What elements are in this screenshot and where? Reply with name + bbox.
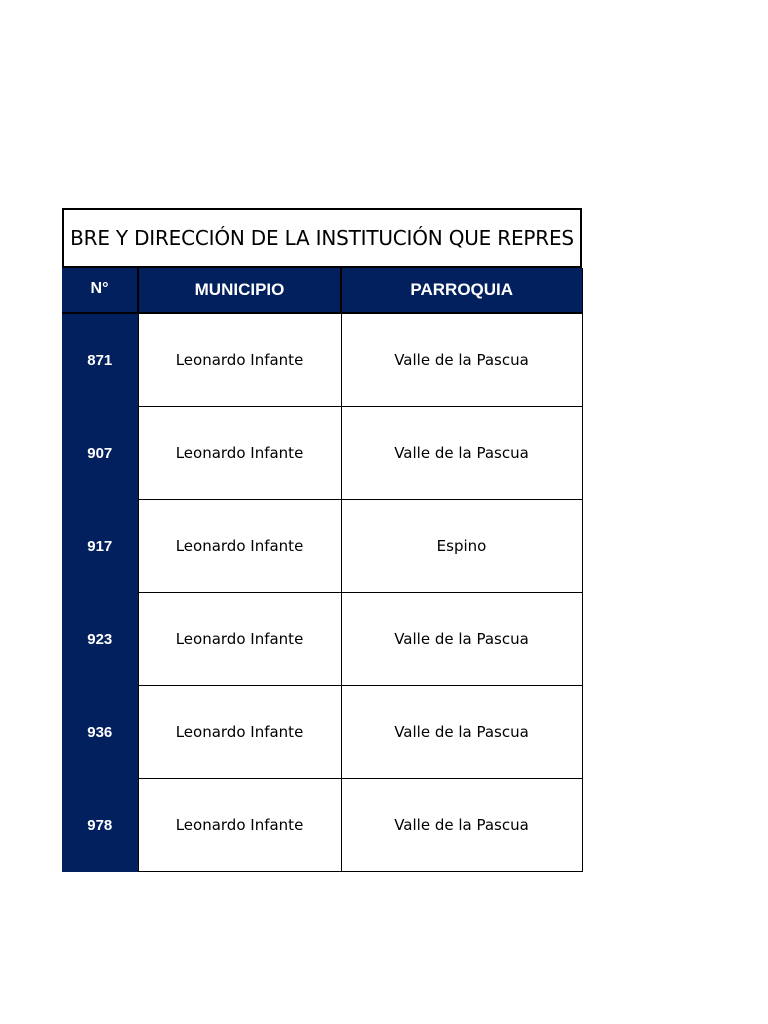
parroquia-cell[interactable]: Valle de la Pascua — [341, 686, 582, 779]
table-row — [62, 500, 582, 593]
institution-table — [62, 268, 583, 872]
parroquia-cell[interactable]: Espino — [341, 500, 582, 593]
municipio-cell[interactable]: Leonardo Infante — [138, 500, 341, 593]
parroquia-cell[interactable]: Valle de la Pascua — [341, 779, 582, 872]
parroquia-cell[interactable]: Valle de la Pascua — [341, 407, 582, 500]
municipio-cell[interactable]: Leonardo Infante — [138, 686, 341, 779]
row-number-cell[interactable]: 907 — [62, 407, 138, 500]
spreadsheet-table — [62, 208, 582, 872]
row-number-cell[interactable]: 923 — [62, 593, 138, 686]
table-row — [62, 593, 582, 686]
header-parroquia[interactable]: PARROQUIA — [341, 268, 582, 313]
header-number[interactable]: N° — [62, 268, 138, 313]
header-municipio[interactable]: MUNICIPIO — [138, 268, 341, 313]
table-row — [62, 407, 582, 500]
table-title-cell[interactable] — [62, 208, 582, 268]
row-number-cell[interactable]: 978 — [62, 779, 138, 872]
parroquia-cell[interactable]: Valle de la Pascua — [341, 593, 582, 686]
municipio-cell[interactable]: Leonardo Infante — [138, 313, 341, 407]
table-row — [62, 313, 582, 407]
row-number-cell[interactable]: 871 — [62, 313, 138, 407]
parroquia-cell[interactable]: Valle de la Pascua — [341, 313, 582, 407]
table-row — [62, 686, 582, 779]
table-body — [62, 313, 582, 872]
table-title: BRE Y DIRECCIÓN DE LA INSTITUCIÓN QUE REPRES — [70, 226, 574, 250]
row-number-cell[interactable]: 917 — [62, 500, 138, 593]
row-number-cell[interactable]: 936 — [62, 686, 138, 779]
header-row — [62, 268, 582, 313]
table-row — [62, 779, 582, 872]
table-header — [62, 268, 582, 313]
municipio-cell[interactable]: Leonardo Infante — [138, 593, 341, 686]
municipio-cell[interactable]: Leonardo Infante — [138, 407, 341, 500]
municipio-cell[interactable]: Leonardo Infante — [138, 779, 341, 872]
